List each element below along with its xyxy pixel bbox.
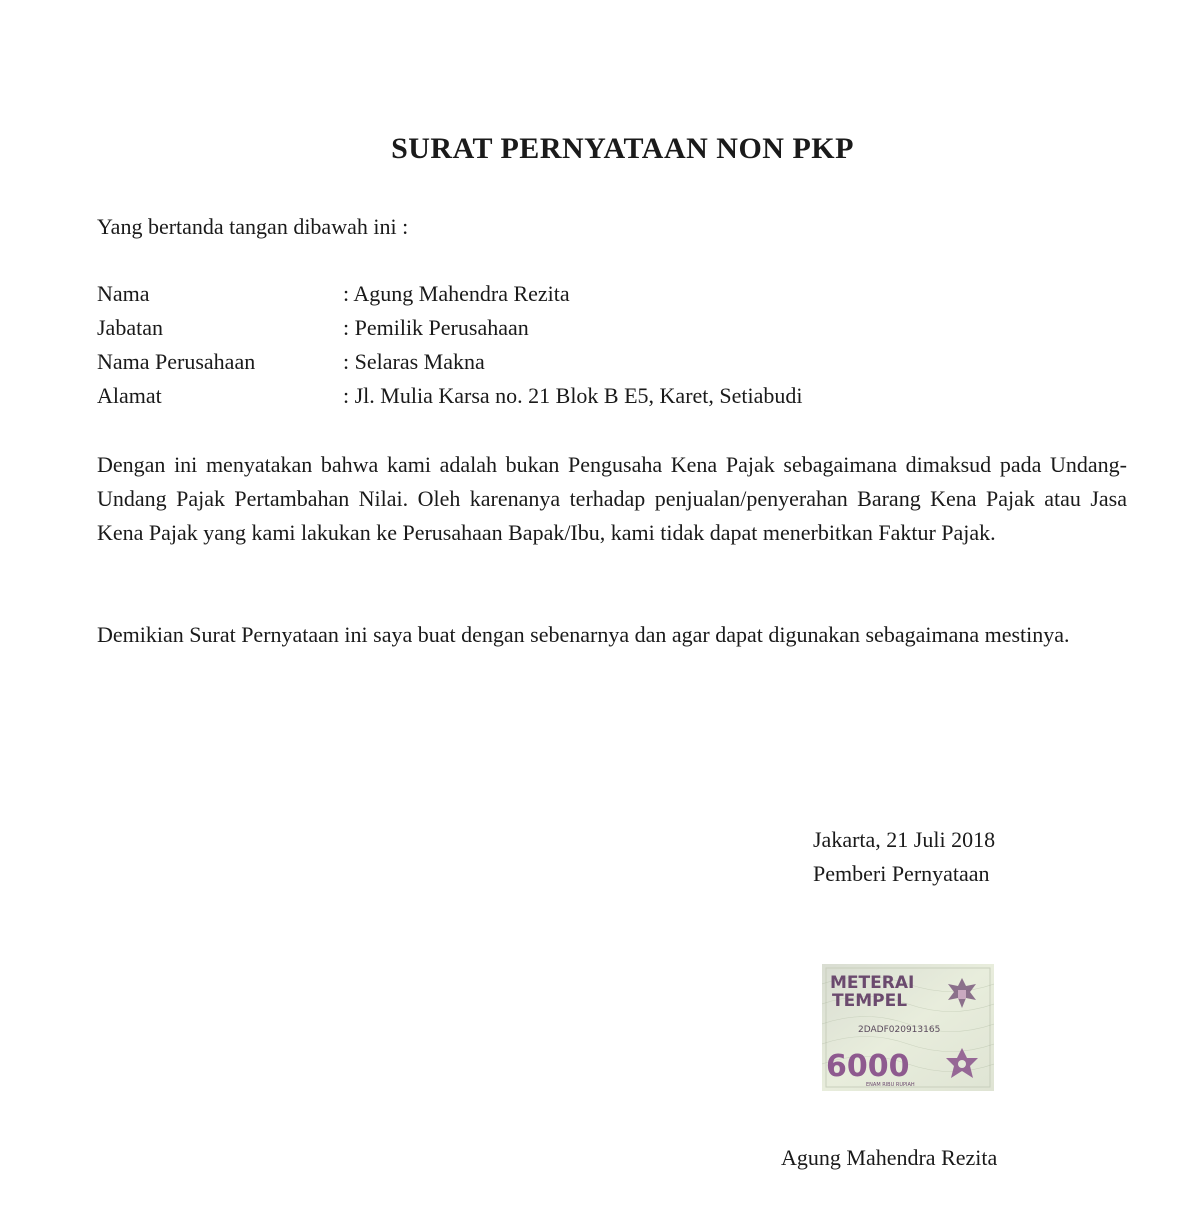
field-value-alamat: : Jl. Mulia Karsa no. 21 Blok B E5, Karet, Setiabudi xyxy=(343,383,803,408)
field-value-nama-perusahaan: : Selaras Makna xyxy=(343,349,485,374)
signature-block xyxy=(813,823,995,891)
field-row-jabatan xyxy=(97,311,803,345)
stamp-amount-text: 6000 xyxy=(826,1049,910,1084)
field-row-nama-perusahaan xyxy=(97,345,803,379)
field-label-alamat: Alamat xyxy=(97,383,162,408)
field-value-nama: : Agung Mahendra Rezita xyxy=(343,281,570,306)
signer-role: Pemberi Pernyataan xyxy=(813,861,990,886)
statement-paragraph: Dengan ini menyatakan bahwa kami adalah bukan Pengusaha Kena Pajak sebagaimana dimaksud pada Undang-Undang Pajak Pertambahan Nilai. Oleh karenanya terhadap penjualan/penyerahan Barang Kena Pajak atau Jasa Kena Pajak yang kami lakukan ke Perusahaan Bapak/Ibu, kami tidak dapat menerbitkan Faktur Pajak. xyxy=(97,452,1127,545)
revenue-stamp-image xyxy=(822,964,994,1091)
stamp-serial-text: 2DADF020913165 xyxy=(858,1025,941,1035)
stamp-amount-caption: ENAM RIBU RUPIAH xyxy=(866,1082,915,1088)
document-title: SURAT PERNYATAAN NON PKP xyxy=(391,132,854,165)
closing-paragraph: Demikian Surat Pernyataan ini saya buat dengan sebenarnya dan agar dapat digunakan sebagaimana mestinya. xyxy=(97,622,1070,647)
field-label-jabatan: Jabatan xyxy=(97,315,163,340)
stamp-meterai-text: METERAI xyxy=(830,973,915,993)
field-label-nama: Nama xyxy=(97,281,150,306)
identity-fields xyxy=(97,277,803,413)
stamp-tempel-text: TEMPEL xyxy=(832,991,908,1011)
field-row-alamat xyxy=(97,379,803,413)
field-label-nama-perusahaan: Nama Perusahaan xyxy=(97,349,256,374)
place-date: Jakarta, 21 Juli 2018 xyxy=(813,827,996,852)
signer-name: Agung Mahendra Rezita xyxy=(781,1145,998,1170)
intro-text: Yang bertanda tangan dibawah ini : xyxy=(97,214,409,239)
field-value-jabatan: : Pemilik Perusahaan xyxy=(343,315,529,340)
field-row-nama xyxy=(97,277,803,311)
